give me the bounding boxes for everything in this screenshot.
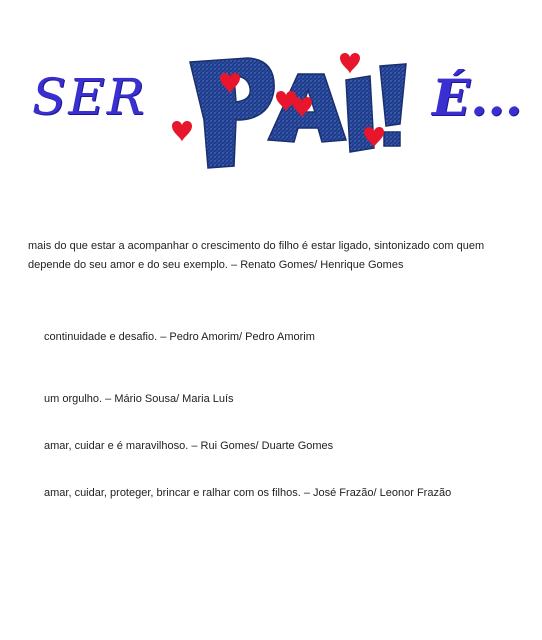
title-ser: SER [32,68,147,126]
quote-4: amar, cuidar e é maravilhoso. – Rui Gomes/ Duarte Gomes [44,440,334,452]
heart-icon [340,53,360,74]
title-e: É... [432,68,523,127]
quote-3: um orgulho. – Mário Sousa/ Maria Luís [44,393,234,405]
heart-icon [172,121,192,142]
pai-denim-logo [150,40,420,175]
quote-5: amar, cuidar, proteger, brincar e ralhar com os filhos. – José Frazão/ Leonor Frazão [44,487,452,499]
exclamation-shape [380,64,406,126]
page-title [0,0,542,200]
quote-2: continuidade e desafio. – Pedro Amorim/ Pedro Amorim [44,331,315,343]
exclamation-dot-shape [384,132,400,146]
quote-1: mais do que estar a acompanhar o crescimento do filho é estar ligado, sintonizado com quem depende do seu amor e do seu exemplo. – Renato Gomes/ Henrique Gomes [28,240,485,271]
